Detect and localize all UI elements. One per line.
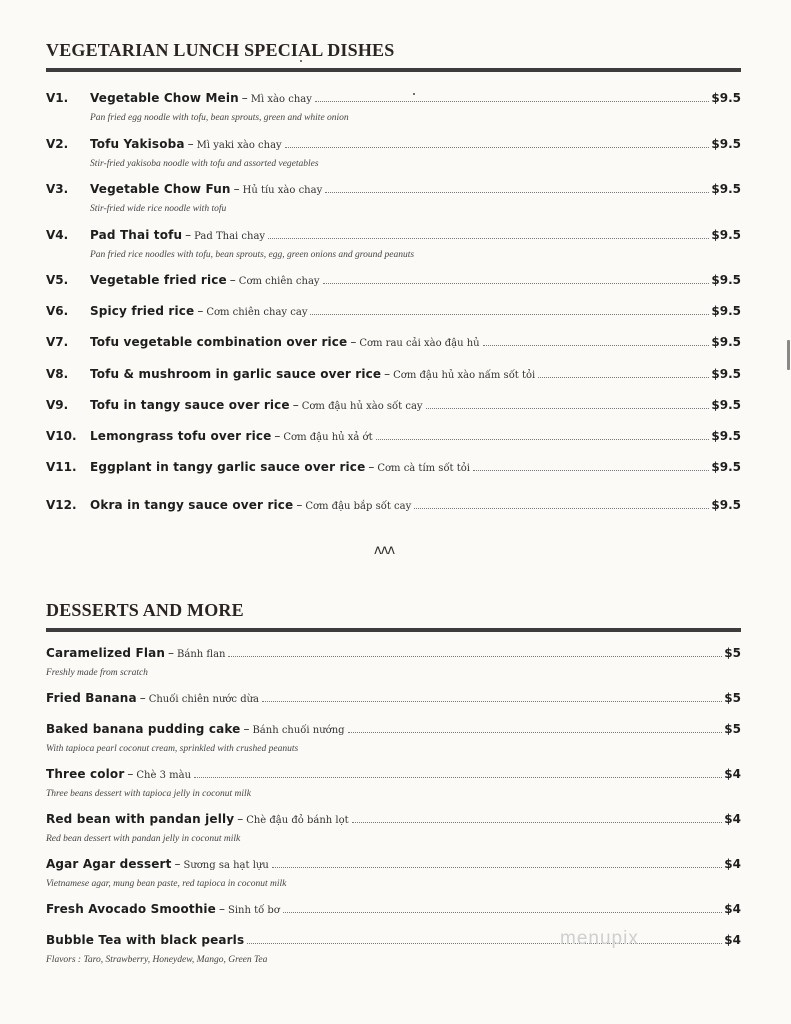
item-vietnamese-name: Pad Thai chay [194,231,266,242]
dot-leader [483,345,710,346]
dot-leader [376,439,710,440]
item-name: Vegetable fried rice [90,273,227,287]
dot-leader [283,912,722,913]
dot-leader [194,777,722,778]
dot-leader [538,377,709,378]
item-code: V1. [46,91,69,105]
item-price: $9.5 [711,460,741,474]
dot-leader [348,732,723,733]
menu-item-line [46,228,741,242]
desserts-section-title: DESSERTS AND MORE [46,600,244,620]
item-name: Fresh Avocado Smoothie [46,902,216,916]
menu-item-line [46,304,741,318]
vegetarian-section-rule [46,68,741,72]
item-description: With tapioca pearl coconut cream, sprinkled with crushed peanuts [46,744,299,754]
name-separator: – [229,273,236,287]
desserts-section-rule [46,628,741,632]
item-vietnamese-name: Cơm đậu hủ xào sốt cay [301,401,423,412]
dot-leader [325,192,709,193]
menu-item-line [46,367,741,381]
name-separator: – [197,304,204,318]
menu-item [46,722,741,752]
item-vietnamese-name: Cơm cà tím sốt tỏi [377,463,470,474]
scan-speck [300,60,302,62]
name-separator: – [243,722,250,736]
menu-item [46,91,741,121]
scan-speck [413,93,415,95]
menu-item [46,182,741,212]
item-description: Freshly made from scratch [46,668,148,678]
name-separator: – [127,767,134,781]
item-name: Caramelized Flan [46,646,166,660]
item-name: Vegetable Chow Fun [90,182,231,196]
menu-item [46,767,741,797]
item-price: $9.5 [711,137,741,151]
item-description: Flavors : Taro, Strawberry, Honeydew, Mango, Green Tea [46,955,268,965]
menu-item [46,646,741,676]
item-name: Baked banana pudding cake [46,722,241,736]
dot-leader [426,408,710,409]
name-separator: – [296,498,303,512]
item-vietnamese-name: Bánh chuối nướng [252,725,345,736]
menu-item-line [46,429,741,443]
item-price: $4 [724,857,741,871]
menu-item-line [46,691,741,705]
menu-item [46,812,741,842]
menu-item [46,304,741,334]
item-code: V12. [46,498,77,512]
name-separator: – [233,182,240,196]
menu-item-line [46,857,741,871]
name-separator: – [274,429,281,443]
item-price: $9.5 [711,273,741,287]
name-separator: – [350,335,357,349]
item-name: Red bean with pandan jelly [46,812,235,826]
name-separator: – [187,137,194,151]
item-name: Tofu vegetable combination over rice [90,335,348,349]
item-description: Three beans dessert with tapioca jelly in coconut milk [46,789,251,799]
dot-leader [323,283,710,284]
item-price: $5 [724,691,741,705]
item-code: V7. [46,335,69,349]
item-description: Red bean dessert with pandan jelly in coconut milk [46,834,241,844]
menu-item-line [46,460,741,474]
item-vietnamese-name: Chè 3 màu [136,770,192,781]
menu-item-line [46,335,741,349]
menu-item [46,137,741,167]
item-vietnamese-name: Hủ tíu xào chay [242,185,323,196]
item-price: $9.5 [711,91,741,105]
item-code: V3. [46,182,69,196]
item-name: Tofu Yakisoba [90,137,185,151]
menu-item-line [46,182,741,196]
dot-leader [228,656,722,657]
dot-leader [262,701,722,702]
item-vietnamese-name: Bánh flan [177,649,226,660]
dot-leader [473,470,709,471]
item-price: $9.5 [711,498,741,512]
menu-item [46,857,741,887]
menu-item-line [46,398,741,412]
item-price: $5 [724,646,741,660]
item-vietnamese-name: Sinh tố bơ [227,905,280,916]
item-code: V6. [46,304,69,318]
item-price: $9.5 [711,398,741,412]
item-code: V10. [46,429,77,443]
item-price: $9.5 [711,182,741,196]
item-code: V8. [46,367,69,381]
item-vietnamese-name: Cơm chiên chay cay [206,307,308,318]
name-separator: – [241,91,248,105]
dot-leader [315,101,710,102]
name-separator: – [139,691,146,705]
item-price: $9.5 [711,367,741,381]
item-price: $9.5 [711,335,741,349]
menu-item-line [46,722,741,736]
item-code: V2. [46,137,69,151]
item-name: Vegetable Chow Mein [90,91,239,105]
menu-item-line [46,273,741,287]
item-vietnamese-name: Chè đậu đỏ bánh lọt [246,815,349,826]
item-vietnamese-name: Mì xào chay [250,94,312,105]
item-price: $4 [724,767,741,781]
item-price: $4 [724,902,741,916]
menu-item [46,335,741,365]
menu-item-line [46,137,741,151]
menu-item-line [46,498,741,512]
dot-leader [272,867,723,868]
menu-item [46,460,741,490]
menu-item-line [46,812,741,826]
item-vietnamese-name: Cơm đậu hủ xào nấm sốt tỏi [393,370,536,381]
dot-leader [414,508,709,509]
name-separator: – [218,902,225,916]
item-vietnamese-name: Cơm đậu hủ xả ớt [283,432,373,443]
section-divider-ornament: ʌʌʌ [374,543,395,558]
menu-item [46,398,741,428]
item-description: Stir-fried wide rice noodle with tofu [90,204,227,214]
item-code: V5. [46,273,69,287]
vegetarian-section-title: VEGETARIAN LUNCH SPECIAL DISHES [46,40,395,60]
name-separator: – [384,367,391,381]
watermark-logo: menupix [560,928,639,949]
item-description: Stir-fried yakisoba noodle with tofu and assorted vegetables [90,159,319,169]
menu-item [46,429,741,459]
item-name: Eggplant in tangy garlic sauce over rice [90,460,366,474]
menu-item [46,498,741,528]
item-price: $9.5 [711,429,741,443]
item-vietnamese-name: Cơm rau cải xào đậu hủ [359,338,480,349]
item-name: Okra in tangy sauce over rice [90,498,294,512]
dot-leader [310,314,709,315]
item-name: Tofu & mushroom in garlic sauce over rice [90,367,382,381]
item-name: Bubble Tea with black pearls [46,933,245,947]
item-price: $9.5 [711,228,741,242]
menu-item [46,273,741,303]
item-code: V4. [46,228,69,242]
item-name: Lemongrass tofu over rice [90,429,272,443]
item-vietnamese-name: Chuối chiên nước dừa [148,694,259,705]
menu-item-line [46,902,741,916]
scan-edge-mark [787,340,790,370]
menu-item [46,691,741,721]
item-description: Pan fried rice noodles with tofu, bean sprouts, egg, green onions and ground peanuts [90,250,415,260]
item-vietnamese-name: Mì yaki xào chay [196,140,282,151]
menu-item-line [46,646,741,660]
item-vietnamese-name: Sương sa hạt lựu [183,860,269,871]
item-name: Spicy fried rice [90,304,195,318]
dot-leader [352,822,723,823]
item-vietnamese-name: Cơm đậu bắp sốt cay [305,501,412,512]
menu-item [46,228,741,258]
item-price: $9.5 [711,304,741,318]
item-name: Tofu in tangy sauce over rice [90,398,290,412]
item-name: Agar Agar dessert [46,857,172,871]
dot-leader [268,238,709,239]
item-name: Fried Banana [46,691,137,705]
item-description: Pan fried egg noodle with tofu, bean sprouts, green and white onion [90,113,349,123]
name-separator: – [185,228,192,242]
item-price: $5 [724,722,741,736]
item-description: Vietnamese agar, mung bean paste, red tapioca in coconut milk [46,879,287,889]
item-name: Three color [46,767,125,781]
item-vietnamese-name: Cơm chiên chay [238,276,320,287]
menu-item [46,367,741,397]
menu-item-line [46,91,741,105]
dot-leader [285,147,710,148]
item-code: V11. [46,460,77,474]
name-separator: – [368,460,375,474]
dot-leader [247,943,722,944]
name-separator: – [237,812,244,826]
menu-item-line [46,767,741,781]
name-separator: – [168,646,175,660]
item-code: V9. [46,398,69,412]
name-separator: – [174,857,181,871]
name-separator: – [292,398,299,412]
item-name: Pad Thai tofu [90,228,183,242]
item-price: $4 [724,933,741,947]
item-price: $4 [724,812,741,826]
